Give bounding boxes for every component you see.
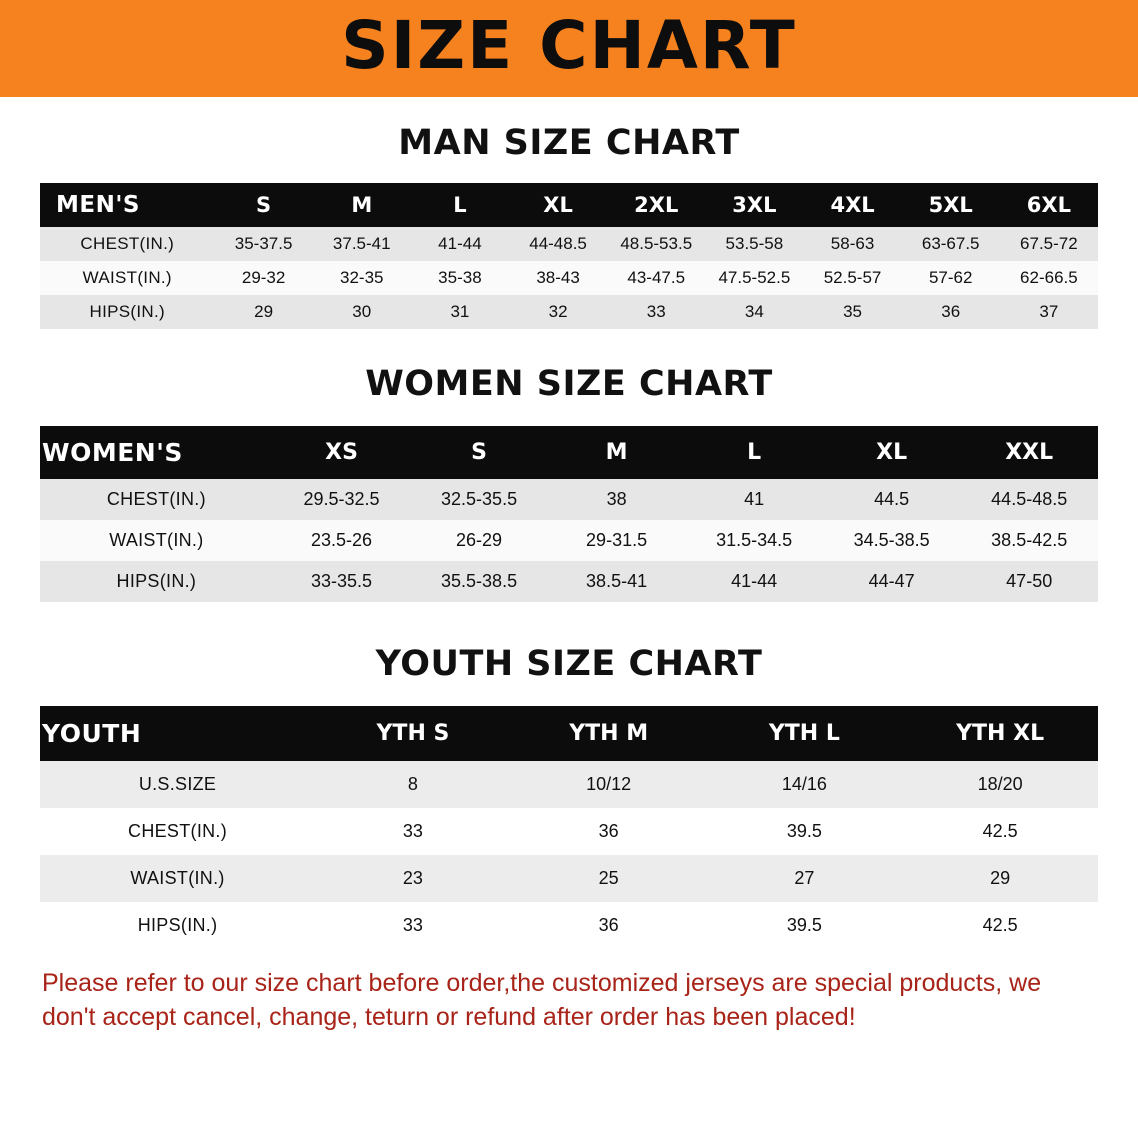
man-row-label-0: CHEST(IN.) xyxy=(80,234,175,253)
youth-size-table xyxy=(40,706,1098,949)
man-cell-1-8: 62-66.5 xyxy=(1020,268,1078,287)
table-header-row xyxy=(40,706,1098,761)
man-cell-1-7: 57-62 xyxy=(928,268,973,287)
women-table-body xyxy=(40,479,1098,602)
women-cell-0-4: 44.5 xyxy=(874,489,910,509)
youth-cell-0-3: 18/20 xyxy=(977,774,1023,794)
women-cell-1-1: 26-29 xyxy=(456,530,503,550)
table-row xyxy=(40,479,1098,520)
table-header-row xyxy=(40,183,1098,227)
youth-col-header-0: YTH S xyxy=(376,721,450,746)
table-row xyxy=(40,808,1098,855)
man-col-header-3: XL xyxy=(543,193,573,217)
table-row xyxy=(40,855,1098,902)
youth-cell-2-3: 29 xyxy=(990,868,1011,888)
return-policy-note: Please refer to our size chart before order,the customized jerseys are special products, we don't accept cancel, change, teturn or refund after order has been placed! xyxy=(42,969,1042,1031)
man-col-header-6: 4XL xyxy=(830,193,875,217)
women-col-header-1: S xyxy=(471,440,487,465)
man-cell-2-3: 32 xyxy=(548,302,568,321)
man-size-table xyxy=(40,183,1098,329)
table-row xyxy=(40,261,1098,295)
youth-row-label-1: CHEST(IN.) xyxy=(128,821,228,841)
women-col-header-3: L xyxy=(747,440,762,465)
women-table-header xyxy=(40,426,1098,479)
man-cell-2-4: 33 xyxy=(646,302,666,321)
women-row-label-0: CHEST(IN.) xyxy=(106,489,206,509)
man-table-wrapper xyxy=(0,183,1138,329)
women-cell-0-2: 38 xyxy=(606,489,627,509)
man-cell-0-6: 58-63 xyxy=(830,234,875,253)
women-cell-0-5: 44.5-48.5 xyxy=(991,489,1068,509)
table-row xyxy=(40,902,1098,949)
man-row-label-1: WAIST(IN.) xyxy=(82,268,172,287)
table-row xyxy=(40,520,1098,561)
youth-col-header-1: YTH M xyxy=(569,721,649,746)
women-col-header-0: XS xyxy=(325,440,358,465)
man-cell-2-5: 34 xyxy=(744,302,764,321)
women-col-header-4: XL xyxy=(876,440,908,465)
youth-cell-0-1: 10/12 xyxy=(586,774,632,794)
youth-cell-0-2: 14/16 xyxy=(781,774,827,794)
women-cell-0-3: 41 xyxy=(744,489,765,509)
man-cell-2-7: 36 xyxy=(941,302,961,321)
youth-cell-1-1: 36 xyxy=(598,821,619,841)
women-cell-2-5: 47-50 xyxy=(1006,571,1053,591)
man-cell-1-4: 43-47.5 xyxy=(627,268,686,287)
youth-table-wrapper xyxy=(0,706,1138,949)
women-table-wrapper xyxy=(0,426,1138,602)
man-col-header-2: L xyxy=(453,193,467,217)
women-cell-1-5: 38.5-42.5 xyxy=(991,530,1068,550)
man-cell-0-3: 44-48.5 xyxy=(529,234,587,253)
women-col-header-5: XXL xyxy=(1005,440,1054,465)
youth-row-label-0: U.S.SIZE xyxy=(138,774,217,794)
man-cell-0-4: 48.5-53.5 xyxy=(620,234,693,253)
youth-cell-1-0: 33 xyxy=(402,821,423,841)
women-cell-1-4: 34.5-38.5 xyxy=(853,530,930,550)
women-cell-1-0: 23.5-26 xyxy=(310,530,373,550)
man-cell-0-1: 37.5-41 xyxy=(332,234,391,253)
man-cell-1-0: 29-32 xyxy=(241,268,286,287)
youth-cell-3-1: 36 xyxy=(598,915,619,935)
youth-row-label-2: WAIST(IN.) xyxy=(130,868,225,888)
youth-row-label-3: HIPS(IN.) xyxy=(137,915,218,935)
man-cell-0-5: 53.5-58 xyxy=(725,234,784,253)
youth-table-header xyxy=(40,706,1098,761)
man-col-header-4: 2XL xyxy=(634,193,679,217)
women-cell-1-2: 29-31.5 xyxy=(586,530,648,550)
women-cell-2-4: 44-47 xyxy=(868,571,915,591)
man-table-body xyxy=(40,227,1098,329)
youth-cell-3-3: 42.5 xyxy=(982,915,1018,935)
man-cell-1-6: 52.5-57 xyxy=(823,268,882,287)
women-cell-2-3: 41-44 xyxy=(731,571,778,591)
man-cell-2-8: 37 xyxy=(1039,302,1059,321)
youth-corner-label: YOUTH xyxy=(42,719,142,748)
women-cell-2-2: 38.5-41 xyxy=(586,571,648,591)
youth-cell-1-3: 42.5 xyxy=(982,821,1018,841)
youth-cell-3-2: 39.5 xyxy=(786,915,822,935)
man-cell-2-6: 35 xyxy=(843,302,862,321)
women-cell-2-0: 33-35.5 xyxy=(310,571,373,591)
man-col-header-8: 6XL xyxy=(1026,193,1071,217)
youth-cell-1-2: 39.5 xyxy=(786,821,822,841)
women-row-label-1: WAIST(IN.) xyxy=(109,530,204,550)
women-cell-0-0: 29.5-32.5 xyxy=(303,489,380,509)
man-cell-2-0: 29 xyxy=(254,302,274,321)
man-cell-2-2: 31 xyxy=(450,302,470,321)
women-row-label-2: HIPS(IN.) xyxy=(116,571,197,591)
man-cell-1-3: 38-43 xyxy=(536,268,580,287)
youth-cell-2-1: 25 xyxy=(598,868,619,888)
table-row xyxy=(40,227,1098,261)
women-size-table xyxy=(40,426,1098,602)
youth-col-header-2: YTH L xyxy=(768,721,840,746)
table-row xyxy=(40,761,1098,808)
man-row-label-2: HIPS(IN.) xyxy=(89,302,165,321)
women-cell-0-1: 32.5-35.5 xyxy=(441,489,518,509)
table-row xyxy=(40,295,1098,329)
youth-section-heading: YOUTH SIZE CHART xyxy=(375,644,763,684)
table-row xyxy=(40,561,1098,602)
size-chart-banner xyxy=(0,0,1138,97)
man-cell-0-7: 63-67.5 xyxy=(921,234,980,253)
man-col-header-7: 5XL xyxy=(928,193,973,217)
man-cell-1-5: 47.5-52.5 xyxy=(718,268,791,287)
youth-col-header-3: YTH XL xyxy=(956,721,1045,746)
man-cell-0-0: 35-37.5 xyxy=(234,234,293,253)
women-cell-2-1: 35.5-38.5 xyxy=(441,571,518,591)
man-cell-2-1: 30 xyxy=(352,302,372,321)
man-col-header-0: S xyxy=(256,193,272,217)
man-section-heading: MAN SIZE CHART xyxy=(398,123,740,163)
man-cell-0-8: 67.5-72 xyxy=(1020,234,1078,253)
women-corner-label: WOMEN'S xyxy=(42,438,183,467)
man-cell-1-2: 35-38 xyxy=(438,268,482,287)
women-col-header-2: M xyxy=(605,440,628,465)
youth-cell-0-0: 8 xyxy=(407,774,418,794)
women-cell-1-3: 31.5-34.5 xyxy=(716,530,793,550)
man-table-header xyxy=(40,183,1098,227)
women-section-heading: WOMEN SIZE CHART xyxy=(365,364,773,404)
youth-table-body xyxy=(40,761,1098,949)
man-cell-1-1: 32-35 xyxy=(340,268,384,287)
youth-cell-3-0: 33 xyxy=(402,915,423,935)
table-header-row xyxy=(40,426,1098,479)
page-title: SIZE CHART xyxy=(341,6,797,84)
youth-cell-2-0: 23 xyxy=(402,868,423,888)
man-col-header-5: 3XL xyxy=(732,193,777,217)
youth-cell-2-2: 27 xyxy=(794,868,815,888)
man-corner-label: MEN'S xyxy=(56,192,140,218)
man-cell-0-2: 41-44 xyxy=(438,234,482,253)
man-col-header-1: M xyxy=(351,193,373,217)
